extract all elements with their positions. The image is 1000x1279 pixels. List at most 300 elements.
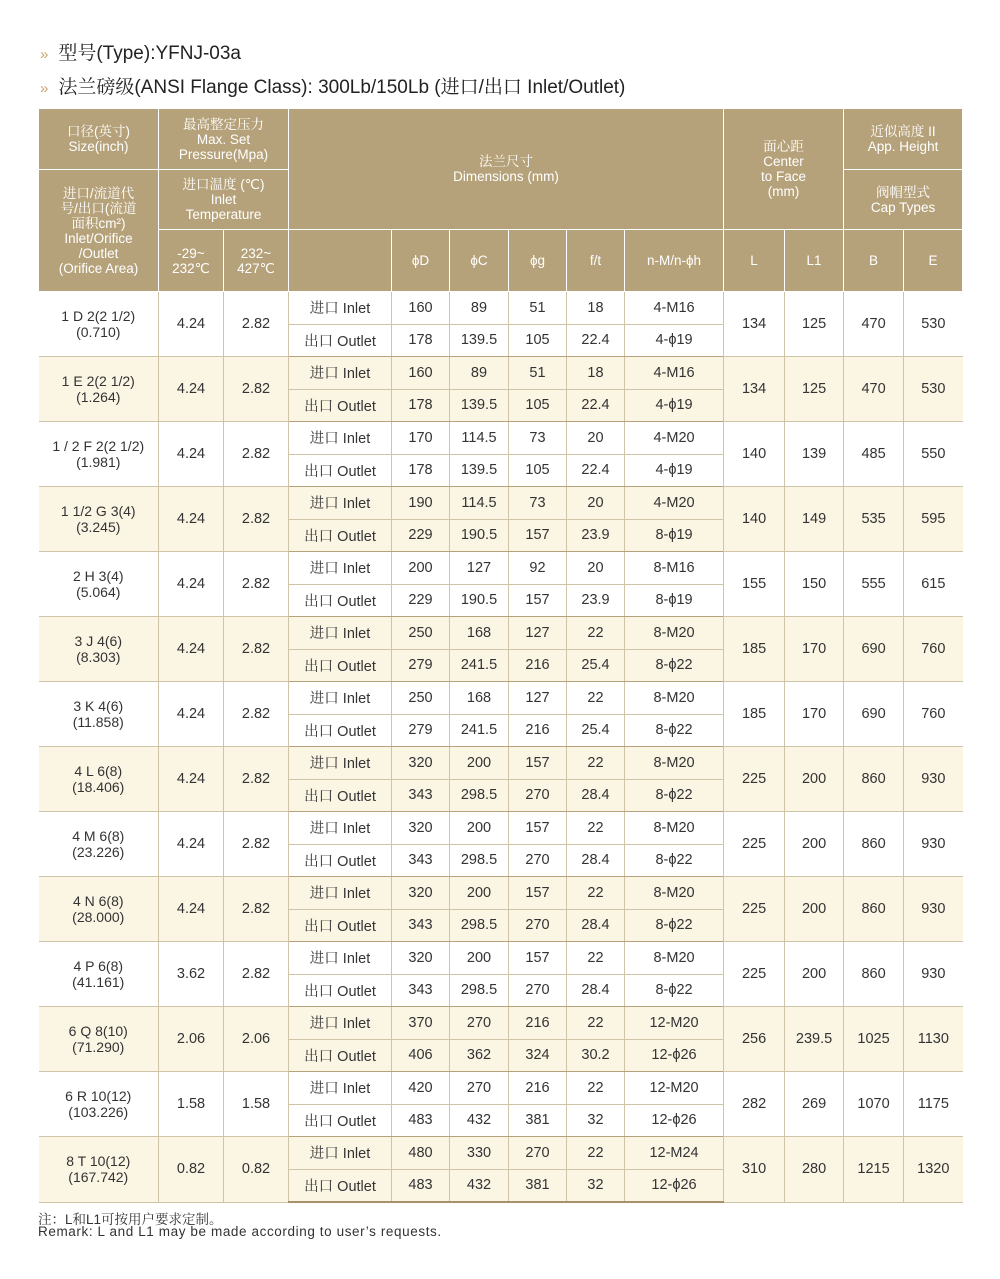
- nm-cell: 4-M20: [625, 487, 724, 520]
- phi-g-cell: 270: [509, 844, 567, 877]
- phi-d-cell: 343: [392, 974, 450, 1007]
- e-cell: 1320: [904, 1137, 963, 1203]
- inlet-label: 进口 Inlet: [289, 357, 392, 390]
- b-cell: 1070: [844, 1072, 904, 1137]
- nm-cell: 8-M16: [625, 552, 724, 585]
- inlet-label: 进口 Inlet: [289, 292, 392, 325]
- b-cell: 535: [844, 487, 904, 552]
- ft-cell: 22: [567, 747, 625, 780]
- nm-cell: 4-ϕ19: [625, 324, 724, 357]
- size-cell: 6 R 10(12) (103.226): [39, 1072, 159, 1137]
- outlet-label: 出口 Outlet: [289, 584, 392, 617]
- ft-cell: 25.4: [567, 649, 625, 682]
- ft-cell: 32: [567, 1104, 625, 1137]
- type-label: 型号(Type):YFNJ-03a: [58, 43, 241, 64]
- phi-d-cell: 200: [392, 552, 450, 585]
- b-header: B: [844, 230, 904, 292]
- b-cell: 860: [844, 877, 904, 942]
- table-row: [39, 617, 963, 650]
- size-cell: 4 M 6(8) (23.226): [39, 812, 159, 877]
- phi-g-cell: 270: [509, 779, 567, 812]
- phi-g-header: ϕg: [509, 230, 567, 292]
- size-cell: 1 E 2(2 1/2) (1.264): [39, 357, 159, 422]
- phi-g-cell: 92: [509, 552, 567, 585]
- table-row: [39, 1137, 963, 1170]
- l1-header: L1: [785, 230, 844, 292]
- phi-d-cell: 250: [392, 617, 450, 650]
- phi-g-cell: 157: [509, 584, 567, 617]
- phi-g-cell: 381: [509, 1104, 567, 1137]
- orifice-header: 进口/流道代 号/出口(流道 面积cm²) Inlet/Orifice /Outlet (Orifice Area): [39, 170, 159, 292]
- phi-g-cell: 73: [509, 487, 567, 520]
- phi-c-cell: 114.5: [450, 422, 509, 455]
- table-row: [39, 552, 963, 585]
- pressure-low-cell: 1.58: [159, 1072, 224, 1137]
- nm-cell: 12-M20: [625, 1072, 724, 1105]
- phi-g-cell: 51: [509, 357, 567, 390]
- table-row: [39, 812, 963, 845]
- pressure-high-cell: 2.82: [224, 487, 289, 552]
- phi-d-cell: 320: [392, 812, 450, 845]
- inlet-label: 进口 Inlet: [289, 942, 392, 975]
- nm-cell: 4-ϕ19: [625, 389, 724, 422]
- l-cell: 185: [724, 682, 785, 747]
- phi-d-cell: 370: [392, 1007, 450, 1040]
- b-cell: 1025: [844, 1007, 904, 1072]
- ft-cell: 22: [567, 617, 625, 650]
- ft-cell: 22: [567, 877, 625, 910]
- phi-c-cell: 270: [450, 1007, 509, 1040]
- inlet-label: 进口 Inlet: [289, 877, 392, 910]
- size-cell: 3 J 4(6) (8.303): [39, 617, 159, 682]
- pressure-low-cell: 4.24: [159, 487, 224, 552]
- pressure-high-cell: 2.82: [224, 877, 289, 942]
- pressure-high-cell: 2.82: [224, 942, 289, 1007]
- ft-cell: 30.2: [567, 1039, 625, 1072]
- ft-header: f/t: [567, 230, 625, 292]
- phi-c-cell: 139.5: [450, 454, 509, 487]
- e-cell: 530: [904, 292, 963, 357]
- note-cn: 注：L和L1可按用户要求定制。: [38, 1212, 223, 1227]
- outlet-label: 出口 Outlet: [289, 909, 392, 942]
- size-cell: 6 Q 8(10) (71.290): [39, 1007, 159, 1072]
- e-cell: 595: [904, 487, 963, 552]
- ft-cell: 28.4: [567, 909, 625, 942]
- phi-g-cell: 270: [509, 974, 567, 1007]
- port-header: [289, 230, 392, 292]
- ft-cell: 25.4: [567, 714, 625, 747]
- ft-cell: 22: [567, 1137, 625, 1170]
- b-cell: 690: [844, 682, 904, 747]
- l1-cell: 269: [785, 1072, 844, 1137]
- phi-g-cell: 105: [509, 324, 567, 357]
- ft-cell: 22: [567, 812, 625, 845]
- phi-c-header: ϕC: [450, 230, 509, 292]
- phi-g-cell: 157: [509, 812, 567, 845]
- ft-cell: 32: [567, 1169, 625, 1202]
- size-cell: 1 1/2 G 3(4) (3.245): [39, 487, 159, 552]
- phi-d-cell: 229: [392, 584, 450, 617]
- phi-g-cell: 381: [509, 1169, 567, 1202]
- outlet-label: 出口 Outlet: [289, 974, 392, 1007]
- outlet-label: 出口 Outlet: [289, 519, 392, 552]
- l1-cell: 170: [785, 682, 844, 747]
- ft-cell: 20: [567, 422, 625, 455]
- pressure-low-cell: 4.24: [159, 552, 224, 617]
- outlet-label: 出口 Outlet: [289, 649, 392, 682]
- outlet-label: 出口 Outlet: [289, 454, 392, 487]
- pressure-low-cell: 4.24: [159, 357, 224, 422]
- phi-c-cell: 200: [450, 812, 509, 845]
- nm-cell: 8-ϕ22: [625, 974, 724, 1007]
- phi-g-cell: 324: [509, 1039, 567, 1072]
- phi-g-cell: 157: [509, 747, 567, 780]
- e-cell: 930: [904, 942, 963, 1007]
- table-row: [39, 1072, 963, 1105]
- nm-cell: 4-M20: [625, 422, 724, 455]
- nm-cell: 8-ϕ22: [625, 844, 724, 877]
- l1-cell: 200: [785, 942, 844, 1007]
- l-cell: 282: [724, 1072, 785, 1137]
- phi-g-cell: 157: [509, 519, 567, 552]
- nm-cell: 4-M16: [625, 292, 724, 325]
- nm-cell: 8-M20: [625, 682, 724, 715]
- temp-low-header: -29~ 232℃: [159, 230, 224, 292]
- l1-cell: 150: [785, 552, 844, 617]
- phi-d-cell: 343: [392, 909, 450, 942]
- l-cell: 225: [724, 812, 785, 877]
- ft-cell: 28.4: [567, 974, 625, 1007]
- center-face-header: 面心距 Center to Face (mm): [724, 109, 844, 230]
- phi-g-cell: 157: [509, 877, 567, 910]
- phi-g-cell: 105: [509, 454, 567, 487]
- phi-d-cell: 320: [392, 877, 450, 910]
- phi-c-cell: 270: [450, 1072, 509, 1105]
- phi-d-cell: 160: [392, 292, 450, 325]
- phi-g-cell: 216: [509, 714, 567, 747]
- phi-c-cell: 200: [450, 877, 509, 910]
- type-heading: [40, 38, 241, 65]
- inlet-label: 进口 Inlet: [289, 1137, 392, 1170]
- pressure-high-cell: 1.58: [224, 1072, 289, 1137]
- nm-cell: 12-M20: [625, 1007, 724, 1040]
- size-cell: 4 P 6(8) (41.161): [39, 942, 159, 1007]
- table-row: [39, 357, 963, 390]
- phi-d-cell: 343: [392, 779, 450, 812]
- pressure-high-cell: 0.82: [224, 1137, 289, 1203]
- phi-d-cell: 420: [392, 1072, 450, 1105]
- phi-d-header: ϕD: [392, 230, 450, 292]
- table-row: [39, 292, 963, 325]
- pressure-low-cell: 4.24: [159, 292, 224, 357]
- size-cell: 2 H 3(4) (5.064): [39, 552, 159, 617]
- phi-d-cell: 483: [392, 1169, 450, 1202]
- chevron-right-icon: »: [40, 80, 49, 97]
- phi-c-cell: 432: [450, 1104, 509, 1137]
- phi-c-cell: 241.5: [450, 714, 509, 747]
- phi-c-cell: 190.5: [450, 519, 509, 552]
- pressure-high-cell: 2.82: [224, 682, 289, 747]
- ft-cell: 28.4: [567, 844, 625, 877]
- e-cell: 615: [904, 552, 963, 617]
- nm-cell: 8-M20: [625, 617, 724, 650]
- phi-g-cell: 216: [509, 1072, 567, 1105]
- inlet-label: 进口 Inlet: [289, 1007, 392, 1040]
- pressure-low-cell: 3.62: [159, 942, 224, 1007]
- b-cell: 860: [844, 747, 904, 812]
- e-cell: 930: [904, 812, 963, 877]
- phi-g-cell: 270: [509, 909, 567, 942]
- inlet-label: 进口 Inlet: [289, 747, 392, 780]
- dimensions-header: 法兰尺寸 Dimensions (mm): [289, 109, 724, 230]
- phi-g-cell: 157: [509, 942, 567, 975]
- b-cell: 470: [844, 357, 904, 422]
- phi-c-cell: 168: [450, 617, 509, 650]
- nm-cell: 8-ϕ22: [625, 779, 724, 812]
- size-cell: 3 K 4(6) (11.858): [39, 682, 159, 747]
- nm-cell: 4-M16: [625, 357, 724, 390]
- phi-d-cell: 160: [392, 357, 450, 390]
- table-row: [39, 747, 963, 780]
- table-row: [39, 682, 963, 715]
- ft-cell: 22: [567, 682, 625, 715]
- phi-c-cell: 127: [450, 552, 509, 585]
- nm-cell: 12-ϕ26: [625, 1169, 724, 1202]
- phi-d-cell: 178: [392, 389, 450, 422]
- temp-high-header: 232~ 427℃: [224, 230, 289, 292]
- b-cell: 1215: [844, 1137, 904, 1203]
- spec-table: [38, 108, 963, 1203]
- outlet-label: 出口 Outlet: [289, 324, 392, 357]
- outlet-label: 出口 Outlet: [289, 779, 392, 812]
- pressure-low-cell: 4.24: [159, 812, 224, 877]
- l-cell: 155: [724, 552, 785, 617]
- ft-cell: 18: [567, 357, 625, 390]
- phi-c-cell: 330: [450, 1137, 509, 1170]
- phi-c-cell: 298.5: [450, 974, 509, 1007]
- nm-cell: 8-M20: [625, 747, 724, 780]
- e-cell: 930: [904, 877, 963, 942]
- app-height-header: 近似高度 II App. Height: [844, 109, 963, 170]
- nm-cell: 8-ϕ19: [625, 519, 724, 552]
- phi-c-cell: 432: [450, 1169, 509, 1202]
- phi-c-cell: 298.5: [450, 844, 509, 877]
- l-cell: 225: [724, 747, 785, 812]
- pressure-high-cell: 2.82: [224, 812, 289, 877]
- outlet-label: 出口 Outlet: [289, 1039, 392, 1072]
- phi-g-cell: 216: [509, 1007, 567, 1040]
- pressure-low-cell: 4.24: [159, 617, 224, 682]
- e-cell: 760: [904, 682, 963, 747]
- l1-cell: 125: [785, 357, 844, 422]
- phi-g-cell: 73: [509, 422, 567, 455]
- l1-cell: 280: [785, 1137, 844, 1203]
- nm-cell: 8-M20: [625, 942, 724, 975]
- ft-cell: 20: [567, 552, 625, 585]
- pressure-header: 最高整定压力 Max. Set Pressure(Mpa): [159, 109, 289, 170]
- ft-cell: 28.4: [567, 779, 625, 812]
- outlet-label: 出口 Outlet: [289, 1104, 392, 1137]
- pressure-high-cell: 2.82: [224, 617, 289, 682]
- nm-header: n-M/n-ϕh: [625, 230, 724, 292]
- nm-cell: 8-ϕ22: [625, 714, 724, 747]
- b-cell: 485: [844, 422, 904, 487]
- phi-c-cell: 139.5: [450, 324, 509, 357]
- phi-c-cell: 168: [450, 682, 509, 715]
- phi-g-cell: 216: [509, 649, 567, 682]
- e-cell: 760: [904, 617, 963, 682]
- size-cell: 1 D 2(2 1/2) (0.710): [39, 292, 159, 357]
- l1-cell: 200: [785, 877, 844, 942]
- l-cell: 140: [724, 487, 785, 552]
- phi-g-cell: 51: [509, 292, 567, 325]
- inlet-label: 进口 Inlet: [289, 617, 392, 650]
- temperature-header: 进口温度 (℃) Inlet Temperature: [159, 170, 289, 230]
- phi-c-cell: 298.5: [450, 909, 509, 942]
- phi-d-cell: 406: [392, 1039, 450, 1072]
- b-cell: 860: [844, 942, 904, 1007]
- outlet-label: 出口 Outlet: [289, 1169, 392, 1202]
- phi-c-cell: 89: [450, 292, 509, 325]
- phi-d-cell: 170: [392, 422, 450, 455]
- ft-cell: 23.9: [567, 519, 625, 552]
- pressure-low-cell: 2.06: [159, 1007, 224, 1072]
- phi-d-cell: 178: [392, 454, 450, 487]
- flange-class-label: 法兰磅级(ANSI Flange Class): 300Lb/150Lb (进口/出口 Inlet/Outlet): [58, 77, 626, 98]
- pressure-low-cell: 4.24: [159, 877, 224, 942]
- l-cell: 256: [724, 1007, 785, 1072]
- phi-c-cell: 298.5: [450, 779, 509, 812]
- table-row: [39, 422, 963, 455]
- nm-cell: 8-ϕ19: [625, 584, 724, 617]
- nm-cell: 8-M20: [625, 877, 724, 910]
- phi-d-cell: 320: [392, 942, 450, 975]
- flange-class-heading: [40, 72, 625, 99]
- phi-c-cell: 89: [450, 357, 509, 390]
- l-cell: 134: [724, 357, 785, 422]
- phi-c-cell: 139.5: [450, 389, 509, 422]
- outlet-label: 出口 Outlet: [289, 389, 392, 422]
- inlet-label: 进口 Inlet: [289, 812, 392, 845]
- phi-d-cell: 190: [392, 487, 450, 520]
- pressure-high-cell: 2.82: [224, 357, 289, 422]
- phi-c-cell: 200: [450, 747, 509, 780]
- nm-cell: 8-M20: [625, 812, 724, 845]
- table-row: [39, 487, 963, 520]
- l-header: L: [724, 230, 785, 292]
- table-row: [39, 1007, 963, 1040]
- note-en: Remark: L and L1 may be made according to user’s requests.: [38, 1224, 442, 1239]
- size-cell: 8 T 10(12) (167.742): [39, 1137, 159, 1203]
- e-cell: 1130: [904, 1007, 963, 1072]
- e-cell: 550: [904, 422, 963, 487]
- size-cell: 4 N 6(8) (28.000): [39, 877, 159, 942]
- l1-cell: 170: [785, 617, 844, 682]
- l-cell: 185: [724, 617, 785, 682]
- size-cell: 1 / 2 F 2(2 1/2) (1.981): [39, 422, 159, 487]
- nm-cell: 4-ϕ19: [625, 454, 724, 487]
- pressure-high-cell: 2.82: [224, 422, 289, 487]
- nm-cell: 12-M24: [625, 1137, 724, 1170]
- phi-g-cell: 270: [509, 1137, 567, 1170]
- l1-cell: 149: [785, 487, 844, 552]
- inlet-label: 进口 Inlet: [289, 1072, 392, 1105]
- phi-d-cell: 250: [392, 682, 450, 715]
- nm-cell: 12-ϕ26: [625, 1039, 724, 1072]
- l1-cell: 125: [785, 292, 844, 357]
- phi-d-cell: 229: [392, 519, 450, 552]
- nm-cell: 12-ϕ26: [625, 1104, 724, 1137]
- inlet-label: 进口 Inlet: [289, 422, 392, 455]
- b-cell: 555: [844, 552, 904, 617]
- phi-g-cell: 127: [509, 617, 567, 650]
- l-cell: 225: [724, 877, 785, 942]
- l1-cell: 239.5: [785, 1007, 844, 1072]
- pressure-high-cell: 2.06: [224, 1007, 289, 1072]
- l1-cell: 200: [785, 812, 844, 877]
- table-row: [39, 942, 963, 975]
- e-cell: 530: [904, 357, 963, 422]
- phi-c-cell: 362: [450, 1039, 509, 1072]
- ft-cell: 20: [567, 487, 625, 520]
- ft-cell: 22.4: [567, 389, 625, 422]
- size-cell: 4 L 6(8) (18.406): [39, 747, 159, 812]
- ft-cell: 23.9: [567, 584, 625, 617]
- phi-d-cell: 320: [392, 747, 450, 780]
- pressure-low-cell: 4.24: [159, 682, 224, 747]
- phi-c-cell: 190.5: [450, 584, 509, 617]
- ft-cell: 22: [567, 942, 625, 975]
- phi-c-cell: 241.5: [450, 649, 509, 682]
- ft-cell: 22.4: [567, 324, 625, 357]
- l-cell: 134: [724, 292, 785, 357]
- phi-c-cell: 200: [450, 942, 509, 975]
- ft-cell: 22: [567, 1072, 625, 1105]
- b-cell: 690: [844, 617, 904, 682]
- phi-d-cell: 178: [392, 324, 450, 357]
- inlet-label: 进口 Inlet: [289, 552, 392, 585]
- pressure-low-cell: 4.24: [159, 422, 224, 487]
- l-cell: 310: [724, 1137, 785, 1203]
- outlet-label: 出口 Outlet: [289, 844, 392, 877]
- ft-cell: 22.4: [567, 454, 625, 487]
- l-cell: 140: [724, 422, 785, 487]
- b-cell: 860: [844, 812, 904, 877]
- phi-d-cell: 483: [392, 1104, 450, 1137]
- pressure-high-cell: 2.82: [224, 292, 289, 357]
- phi-c-cell: 114.5: [450, 487, 509, 520]
- phi-d-cell: 480: [392, 1137, 450, 1170]
- size-header: 口径(英寸) Size(inch): [39, 109, 159, 170]
- phi-d-cell: 279: [392, 714, 450, 747]
- phi-g-cell: 127: [509, 682, 567, 715]
- e-cell: 1175: [904, 1072, 963, 1137]
- chevron-right-icon: »: [40, 46, 49, 63]
- phi-g-cell: 105: [509, 389, 567, 422]
- pressure-high-cell: 2.82: [224, 747, 289, 812]
- inlet-label: 进口 Inlet: [289, 487, 392, 520]
- nm-cell: 8-ϕ22: [625, 909, 724, 942]
- pressure-low-cell: 4.24: [159, 747, 224, 812]
- cap-types-header: 阀帽型式 Cap Types: [844, 170, 963, 230]
- nm-cell: 8-ϕ22: [625, 649, 724, 682]
- pressure-high-cell: 2.82: [224, 552, 289, 617]
- ft-cell: 18: [567, 292, 625, 325]
- inlet-label: 进口 Inlet: [289, 682, 392, 715]
- b-cell: 470: [844, 292, 904, 357]
- e-header: E: [904, 230, 963, 292]
- table-row: [39, 877, 963, 910]
